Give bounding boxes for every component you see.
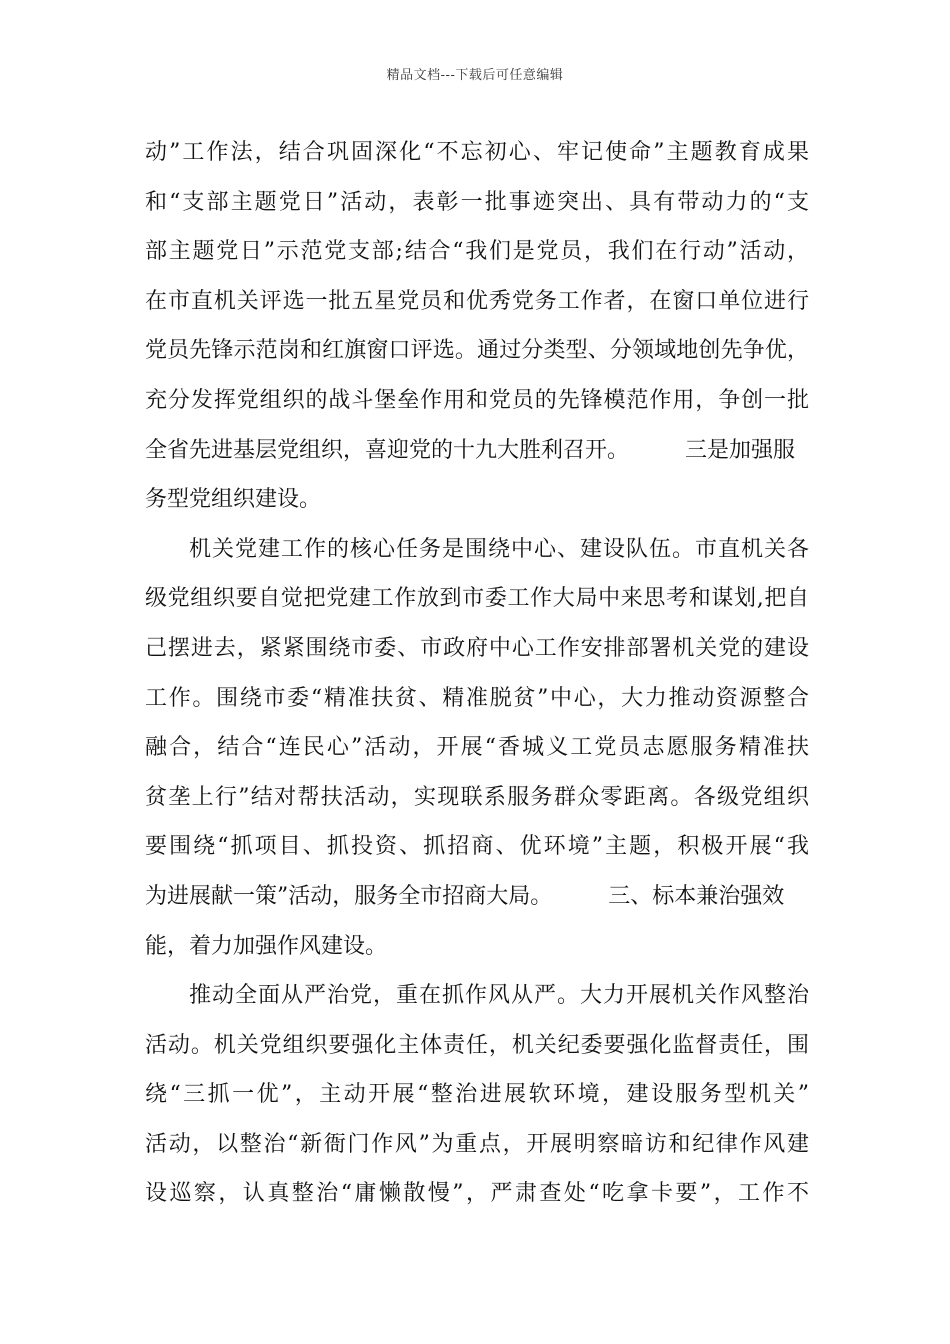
text-line-segment: 三、标本兼治强效 [608,883,785,909]
text-line-segment: 三是加强服 [685,437,796,463]
text-line-segment: 为进展献一策”活动，服务全市招商大局。 [145,883,553,909]
text-line: 务型党组织建设。 [145,487,322,513]
text-line: 充分发挥党组织的战斗堡垒作用和党员的先锋模范作用，争创一批 [145,387,809,413]
text-line: 和“支部主题党日”活动，表彰一批事迹突出、具有带动力的“支 [145,189,809,215]
text-line: 设巡察，认真整治“庸懒散慢”，严肃查处“吃拿卡要”，工作不 [145,1181,809,1207]
text-line: 级党组织要自觉把党建工作放到市委工作大局中来思考和谋划,把自 [145,586,809,612]
text-line [145,872,809,922]
text-line: 党员先锋示范岗和红旗窗口评选。通过分类型、分领域地创先争优， [145,338,809,364]
page-header: 精品文档---下载后可任意编辑 [386,68,564,83]
text-line: 活动。机关党组织要强化主体责任，机关纪委要强化监督责任，围 [145,1032,809,1058]
text-line: 己摆进去，紧紧围绕市委、市政府中心工作安排部署机关党的建设 [145,635,809,661]
text-line: 要围绕“抓项目、抓投资、抓招商、优环境”主题，积极开展“我 [145,834,809,860]
text-line-segment: 全省先进基层党组织，喜迎党的十九大胜利召开。 [145,437,630,463]
paragraph-first-line: 机关党建工作的核心任务是围绕中心、建设队伍。市直机关各 [189,536,809,562]
text-line: 绕“三抓一优”，主动开展“整治进展软环境，建设服务型机关” [145,1082,809,1108]
text-line: 部主题党日”示范党支部;结合“我们是党员，我们在行动”活动， [145,239,809,265]
text-line: 动”工作法，结合巩固深化“不忘初心、牢记使命”主题教育成果 [145,140,809,165]
text-line: 活动，以整治“新衙门作风”为重点，开展明察暗访和纪律作风建 [145,1131,809,1157]
text-line: 贫垄上行”结对帮扶活动，实现联系服务群众零距离。各级党组织 [145,784,809,810]
text-line: 能，着力加强作风建设。 [145,933,388,959]
text-line: 在市直机关评选一批五星党员和优秀党务工作者，在窗口单位进行 [145,288,809,314]
text-line: 工作。围绕市委“精准扶贫、精准脱贫”中心，大力推动资源整合 [145,685,809,711]
text-line [145,426,809,476]
text-line: 融合，结合“连民心”活动，开展“香城义工党员志愿服务精准扶 [145,735,809,761]
paragraph-first-line: 推动全面从严治党，重在抓作风从严。大力开展机关作风整治 [189,983,809,1009]
body-text [145,128,809,1219]
